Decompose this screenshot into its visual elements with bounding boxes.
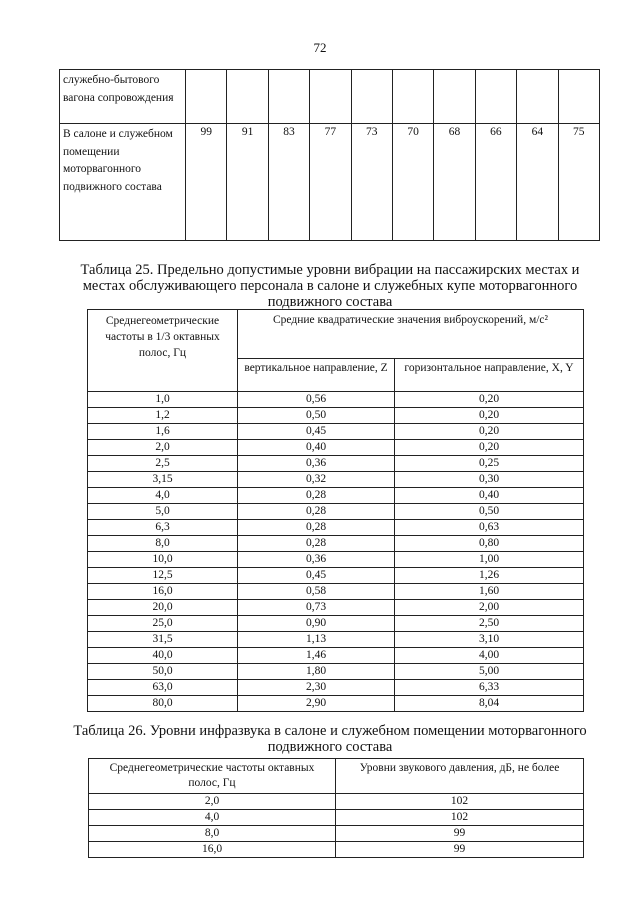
vertical-value-cell: 0,73 xyxy=(238,600,395,616)
horizontal-value-cell: 0,63 xyxy=(395,520,584,536)
sound-level-cell: 99 xyxy=(336,826,584,842)
row-label: В салоне и служебном помещении моторвагонного подвижного состава xyxy=(60,124,186,241)
frequency-cell: 12,5 xyxy=(88,568,238,584)
value-cell: 66 xyxy=(475,124,516,241)
horizontal-value-cell: 6,33 xyxy=(395,680,584,696)
value-cell xyxy=(186,70,227,124)
horizontal-value-cell: 0,20 xyxy=(395,424,584,440)
horizontal-value-cell: 0,40 xyxy=(395,488,584,504)
frequency-cell: 2,0 xyxy=(88,440,238,456)
table-row xyxy=(88,536,584,552)
horizontal-value-cell: 8,04 xyxy=(395,696,584,712)
table-row xyxy=(88,568,584,584)
value-cell: 99 xyxy=(186,124,227,241)
table-row xyxy=(88,696,584,712)
frequency-cell: 63,0 xyxy=(88,680,238,696)
top-continuation-table xyxy=(59,69,600,241)
horizontal-value-cell: 0,20 xyxy=(395,408,584,424)
table-row xyxy=(88,552,584,568)
horizontal-value-cell: 5,00 xyxy=(395,664,584,680)
vertical-value-cell: 0,90 xyxy=(238,616,395,632)
value-cell: 64 xyxy=(517,124,558,241)
value-cell xyxy=(558,70,599,124)
vertical-value-cell: 0,58 xyxy=(238,584,395,600)
value-cell xyxy=(392,70,433,124)
value-cell: 70 xyxy=(392,124,433,241)
horizontal-value-cell: 4,00 xyxy=(395,648,584,664)
value-cell xyxy=(434,70,475,124)
table-row xyxy=(60,70,600,124)
horizontal-value-cell: 0,50 xyxy=(395,504,584,520)
vertical-value-cell: 2,90 xyxy=(238,696,395,712)
frequency-cell: 40,0 xyxy=(88,648,238,664)
table-row xyxy=(88,456,584,472)
octave-frequency-column-header: Среднегеометрические частоты октавных полос, Гц xyxy=(89,759,336,794)
frequency-cell: 8,0 xyxy=(89,826,336,842)
vertical-value-cell: 0,50 xyxy=(238,408,395,424)
table-row xyxy=(89,826,584,842)
frequency-cell: 25,0 xyxy=(88,616,238,632)
frequency-cell: 8,0 xyxy=(88,536,238,552)
vertical-value-cell: 0,40 xyxy=(238,440,395,456)
value-cell: 83 xyxy=(268,124,309,241)
frequency-cell: 10,0 xyxy=(88,552,238,568)
table-row xyxy=(88,648,584,664)
table-row xyxy=(88,440,584,456)
horizontal-value-cell: 0,20 xyxy=(395,440,584,456)
table-row xyxy=(89,810,584,826)
vertical-column-header: вертикальное направление, Z xyxy=(238,359,395,392)
value-cell xyxy=(310,70,351,124)
sound-pressure-column-header: Уровни звукового давления, дБ, не более xyxy=(336,759,584,794)
table-row xyxy=(88,584,584,600)
horizontal-value-cell: 0,20 xyxy=(395,392,584,408)
value-cell xyxy=(517,70,558,124)
frequency-cell: 4,0 xyxy=(88,488,238,504)
table-row xyxy=(88,680,584,696)
vertical-value-cell: 2,30 xyxy=(238,680,395,696)
horizontal-value-cell: 1,26 xyxy=(395,568,584,584)
value-cell: 75 xyxy=(558,124,599,241)
frequency-cell: 16,0 xyxy=(88,584,238,600)
table-25-caption: Таблица 25. Предельно допустимые уровни вибрации на пассажирских местах и местах обслуживающего персонала в салоне и служебных купе моторвагонного подвижного состава xyxy=(80,262,580,310)
value-cell: 77 xyxy=(310,124,351,241)
infrasound-table xyxy=(88,758,584,858)
row-label: служебно-бытового вагона сопровождения xyxy=(60,70,186,124)
value-cell xyxy=(227,70,268,124)
sound-level-cell: 102 xyxy=(336,794,584,810)
vertical-value-cell: 0,32 xyxy=(238,472,395,488)
horizontal-column-header: горизонтальное направление, X, Y xyxy=(395,359,584,392)
table-row xyxy=(88,632,584,648)
vertical-value-cell: 0,28 xyxy=(238,520,395,536)
table-row xyxy=(60,124,600,241)
table-row xyxy=(88,488,584,504)
frequency-cell: 3,15 xyxy=(88,472,238,488)
table-row xyxy=(88,408,584,424)
value-cell xyxy=(475,70,516,124)
table-row xyxy=(89,842,584,858)
value-cell xyxy=(351,70,392,124)
horizontal-value-cell: 1,60 xyxy=(395,584,584,600)
table-row xyxy=(88,600,584,616)
frequency-cell: 80,0 xyxy=(88,696,238,712)
horizontal-value-cell: 3,10 xyxy=(395,632,584,648)
vertical-value-cell: 0,28 xyxy=(238,488,395,504)
vertical-value-cell: 0,36 xyxy=(238,456,395,472)
frequency-cell: 31,5 xyxy=(88,632,238,648)
vertical-value-cell: 0,28 xyxy=(238,536,395,552)
frequency-cell: 4,0 xyxy=(89,810,336,826)
vertical-value-cell: 0,45 xyxy=(238,424,395,440)
table-row xyxy=(88,472,584,488)
vertical-value-cell: 1,46 xyxy=(238,648,395,664)
value-cell: 73 xyxy=(351,124,392,241)
table-row xyxy=(88,504,584,520)
frequency-cell: 16,0 xyxy=(89,842,336,858)
value-cell: 91 xyxy=(227,124,268,241)
table-row xyxy=(88,424,584,440)
frequency-cell: 2,0 xyxy=(89,794,336,810)
vibration-table xyxy=(87,309,584,712)
vertical-value-cell: 0,56 xyxy=(238,392,395,408)
vertical-value-cell: 0,45 xyxy=(238,568,395,584)
table-row xyxy=(88,520,584,536)
frequency-cell: 2,5 xyxy=(88,456,238,472)
table-row xyxy=(88,616,584,632)
table-row xyxy=(89,794,584,810)
horizontal-value-cell: 0,30 xyxy=(395,472,584,488)
page-number: 72 xyxy=(313,40,327,55)
horizontal-value-cell: 2,00 xyxy=(395,600,584,616)
frequency-cell: 1,6 xyxy=(88,424,238,440)
table-row xyxy=(88,664,584,680)
horizontal-value-cell: 1,00 xyxy=(395,552,584,568)
frequency-cell: 1,0 xyxy=(88,392,238,408)
horizontal-value-cell: 2,50 xyxy=(395,616,584,632)
frequency-column-header: Среднегеометрические частоты в 1/3 октавных полос, Гц xyxy=(88,310,238,392)
vertical-value-cell: 1,13 xyxy=(238,632,395,648)
value-cell: 68 xyxy=(434,124,475,241)
frequency-cell: 20,0 xyxy=(88,600,238,616)
vertical-value-cell: 0,36 xyxy=(238,552,395,568)
vertical-value-cell: 1,80 xyxy=(238,664,395,680)
frequency-cell: 6,3 xyxy=(88,520,238,536)
table-row xyxy=(88,392,584,408)
horizontal-value-cell: 0,80 xyxy=(395,536,584,552)
vertical-value-cell: 0,28 xyxy=(238,504,395,520)
table-26-caption: Таблица 26. Уровни инфразвука в салоне и служебном помещении моторвагонного подвижного состава xyxy=(73,723,587,755)
frequency-cell: 5,0 xyxy=(88,504,238,520)
frequency-cell: 1,2 xyxy=(88,408,238,424)
sound-level-cell: 99 xyxy=(336,842,584,858)
frequency-cell: 50,0 xyxy=(88,664,238,680)
acceleration-column-header: Средние квадратические значения виброускорений, м/с² xyxy=(238,310,584,359)
sound-level-cell: 102 xyxy=(336,810,584,826)
horizontal-value-cell: 0,25 xyxy=(395,456,584,472)
value-cell xyxy=(268,70,309,124)
